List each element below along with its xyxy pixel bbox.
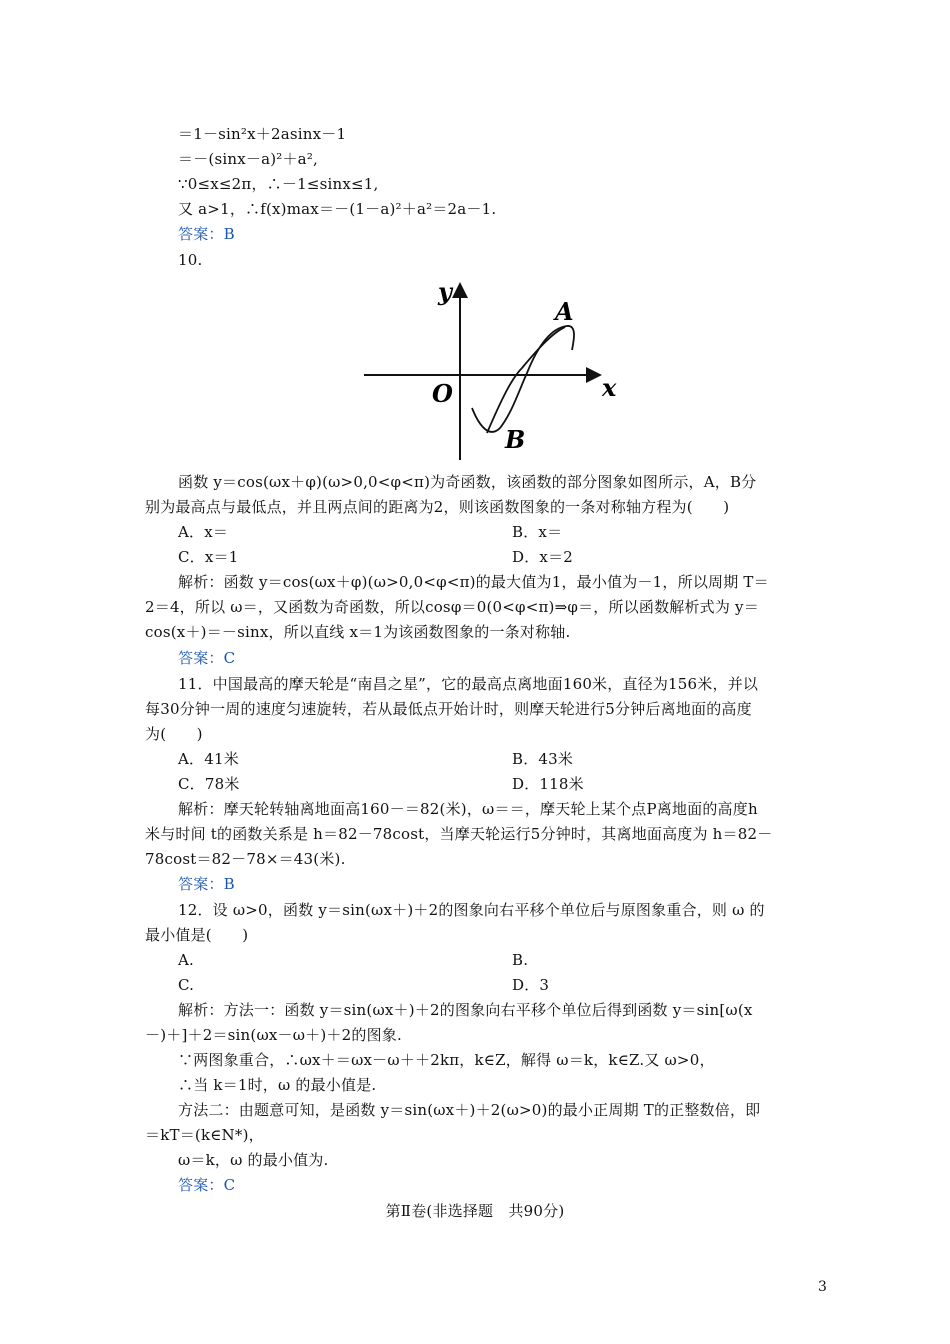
option-a: A. xyxy=(178,951,195,969)
solution-line: 解析：方法一：函数 y＝sin(ωx＋)＋2的图象向右平移个单位后得到函数 y＝sin[ω(x xyxy=(178,1001,753,1019)
answer-line: 答案：B xyxy=(178,225,235,243)
solution-line: 解析：函数 y＝cos(ωx＋φ)(ω>0,0<φ<π)的最大值为1，最小值为－1，所以周期 T＝ xyxy=(178,573,769,591)
option-b: B. xyxy=(512,951,529,969)
question-text: 函数 y＝cos(ωx＋φ)(ω>0,0<φ<π)为奇函数，该函数的部分图象如图所示，A，B分 xyxy=(178,473,757,491)
option-c: C. xyxy=(178,976,195,994)
point-a-label: A xyxy=(555,297,574,326)
solution-line: ＝kT＝(k∈N*)， xyxy=(145,1126,264,1144)
sine-graph-figure xyxy=(362,278,624,464)
option-d: D．x＝2 xyxy=(512,548,574,566)
solution-line: ＝1－sin²x＋2asinx－1 xyxy=(178,125,347,143)
question-text: 每30分钟一周的速度匀速旋转，若从最低点开始计时，则摩天轮进行5分钟后离地面的高度 xyxy=(145,700,752,718)
option-a: A．41米 xyxy=(178,750,239,768)
y-axis-label: y xyxy=(438,278,452,306)
curve-cosine xyxy=(472,326,574,432)
answer-line: 答案：B xyxy=(178,875,235,893)
point-b-label: B xyxy=(505,425,526,454)
solution-line: ∵两图象重合，∴ωx＋＝ωx－ω＋＋2kπ，k∈Z，解得 ω＝k，k∈Z.又 ω>0， xyxy=(178,1051,715,1069)
option-d: D．118米 xyxy=(512,775,584,793)
question-text: 为( ) xyxy=(145,725,203,743)
x-axis-label: x xyxy=(602,373,617,402)
solution-line: ∵0≤x≤2π，∴－1≤sinx≤1, xyxy=(178,175,379,193)
solution-line: －)＋]＋2＝sin(ωx－ω＋)＋2的图象. xyxy=(145,1026,402,1044)
option-b: B．x＝ xyxy=(512,523,563,541)
solution-line: ∴当 k＝1时，ω 的最小值是. xyxy=(178,1076,377,1094)
option-a: A．x＝ xyxy=(178,523,229,541)
solution-line: 又 a>1，∴f(x)max＝－(1－a)²＋a²＝2a－1. xyxy=(178,200,497,218)
solution-line: ＝－(sinx－a)²＋a², xyxy=(178,150,318,168)
question-text: 别为最高点与最低点，并且两点间的距离为2，则该函数图象的一条对称轴方程为( ) xyxy=(145,498,730,516)
solution-line: 米与时间 t的函数关系是 h＝82－78cost，当摩天轮运行5分钟时，其离地面高度为 h＝82－ xyxy=(145,825,773,843)
solution-line: cos(x＋)＝－sinx，所以直线 x＝1为该函数图象的一条对称轴. xyxy=(145,623,571,641)
solution-line: 78cost＝82－78×＝43(米). xyxy=(145,850,346,868)
option-d: D．3 xyxy=(512,976,550,994)
section-title: 第Ⅱ卷(非选择题 共90分) xyxy=(385,1202,565,1220)
solution-line: 2＝4，所以 ω＝，又函数为奇函数，所以cosφ＝0(0<φ<π)⇒φ＝，所以函数解析式为 y＝ xyxy=(145,598,759,616)
question-number: 10. xyxy=(178,251,203,269)
option-c: C．78米 xyxy=(178,775,240,793)
option-b: B．43米 xyxy=(512,750,574,768)
solution-line: 方法二：由题意可知，是函数 y＝sin(ωx＋)＋2(ω>0)的最小正周期 T的正整数倍，即 xyxy=(178,1101,761,1119)
question-text: 12．设 ω>0，函数 y＝sin(ωx＋)＋2的图象向右平移个单位后与原图象重合，则 ω 的 xyxy=(178,901,765,919)
solution-line: 解析：摩天轮转轴离地面高160－＝82(米)，ω＝＝，摩天轮上某个点P离地面的高度h xyxy=(178,800,758,818)
answer-line: 答案：C xyxy=(178,649,236,667)
origin-label: O xyxy=(432,379,453,408)
question-text: 最小值是( ) xyxy=(145,926,249,944)
question-text: 11．中国最高的摩天轮是“南昌之星”，它的最高点离地面160米，直径为156米，并以 xyxy=(178,675,759,693)
answer-line: 答案：C xyxy=(178,1176,236,1194)
chord-ab xyxy=(487,327,565,433)
option-c: C．x＝1 xyxy=(178,548,239,566)
solution-line: ω＝k，ω 的最小值为. xyxy=(178,1151,329,1169)
page-number: 3 xyxy=(818,1279,828,1295)
